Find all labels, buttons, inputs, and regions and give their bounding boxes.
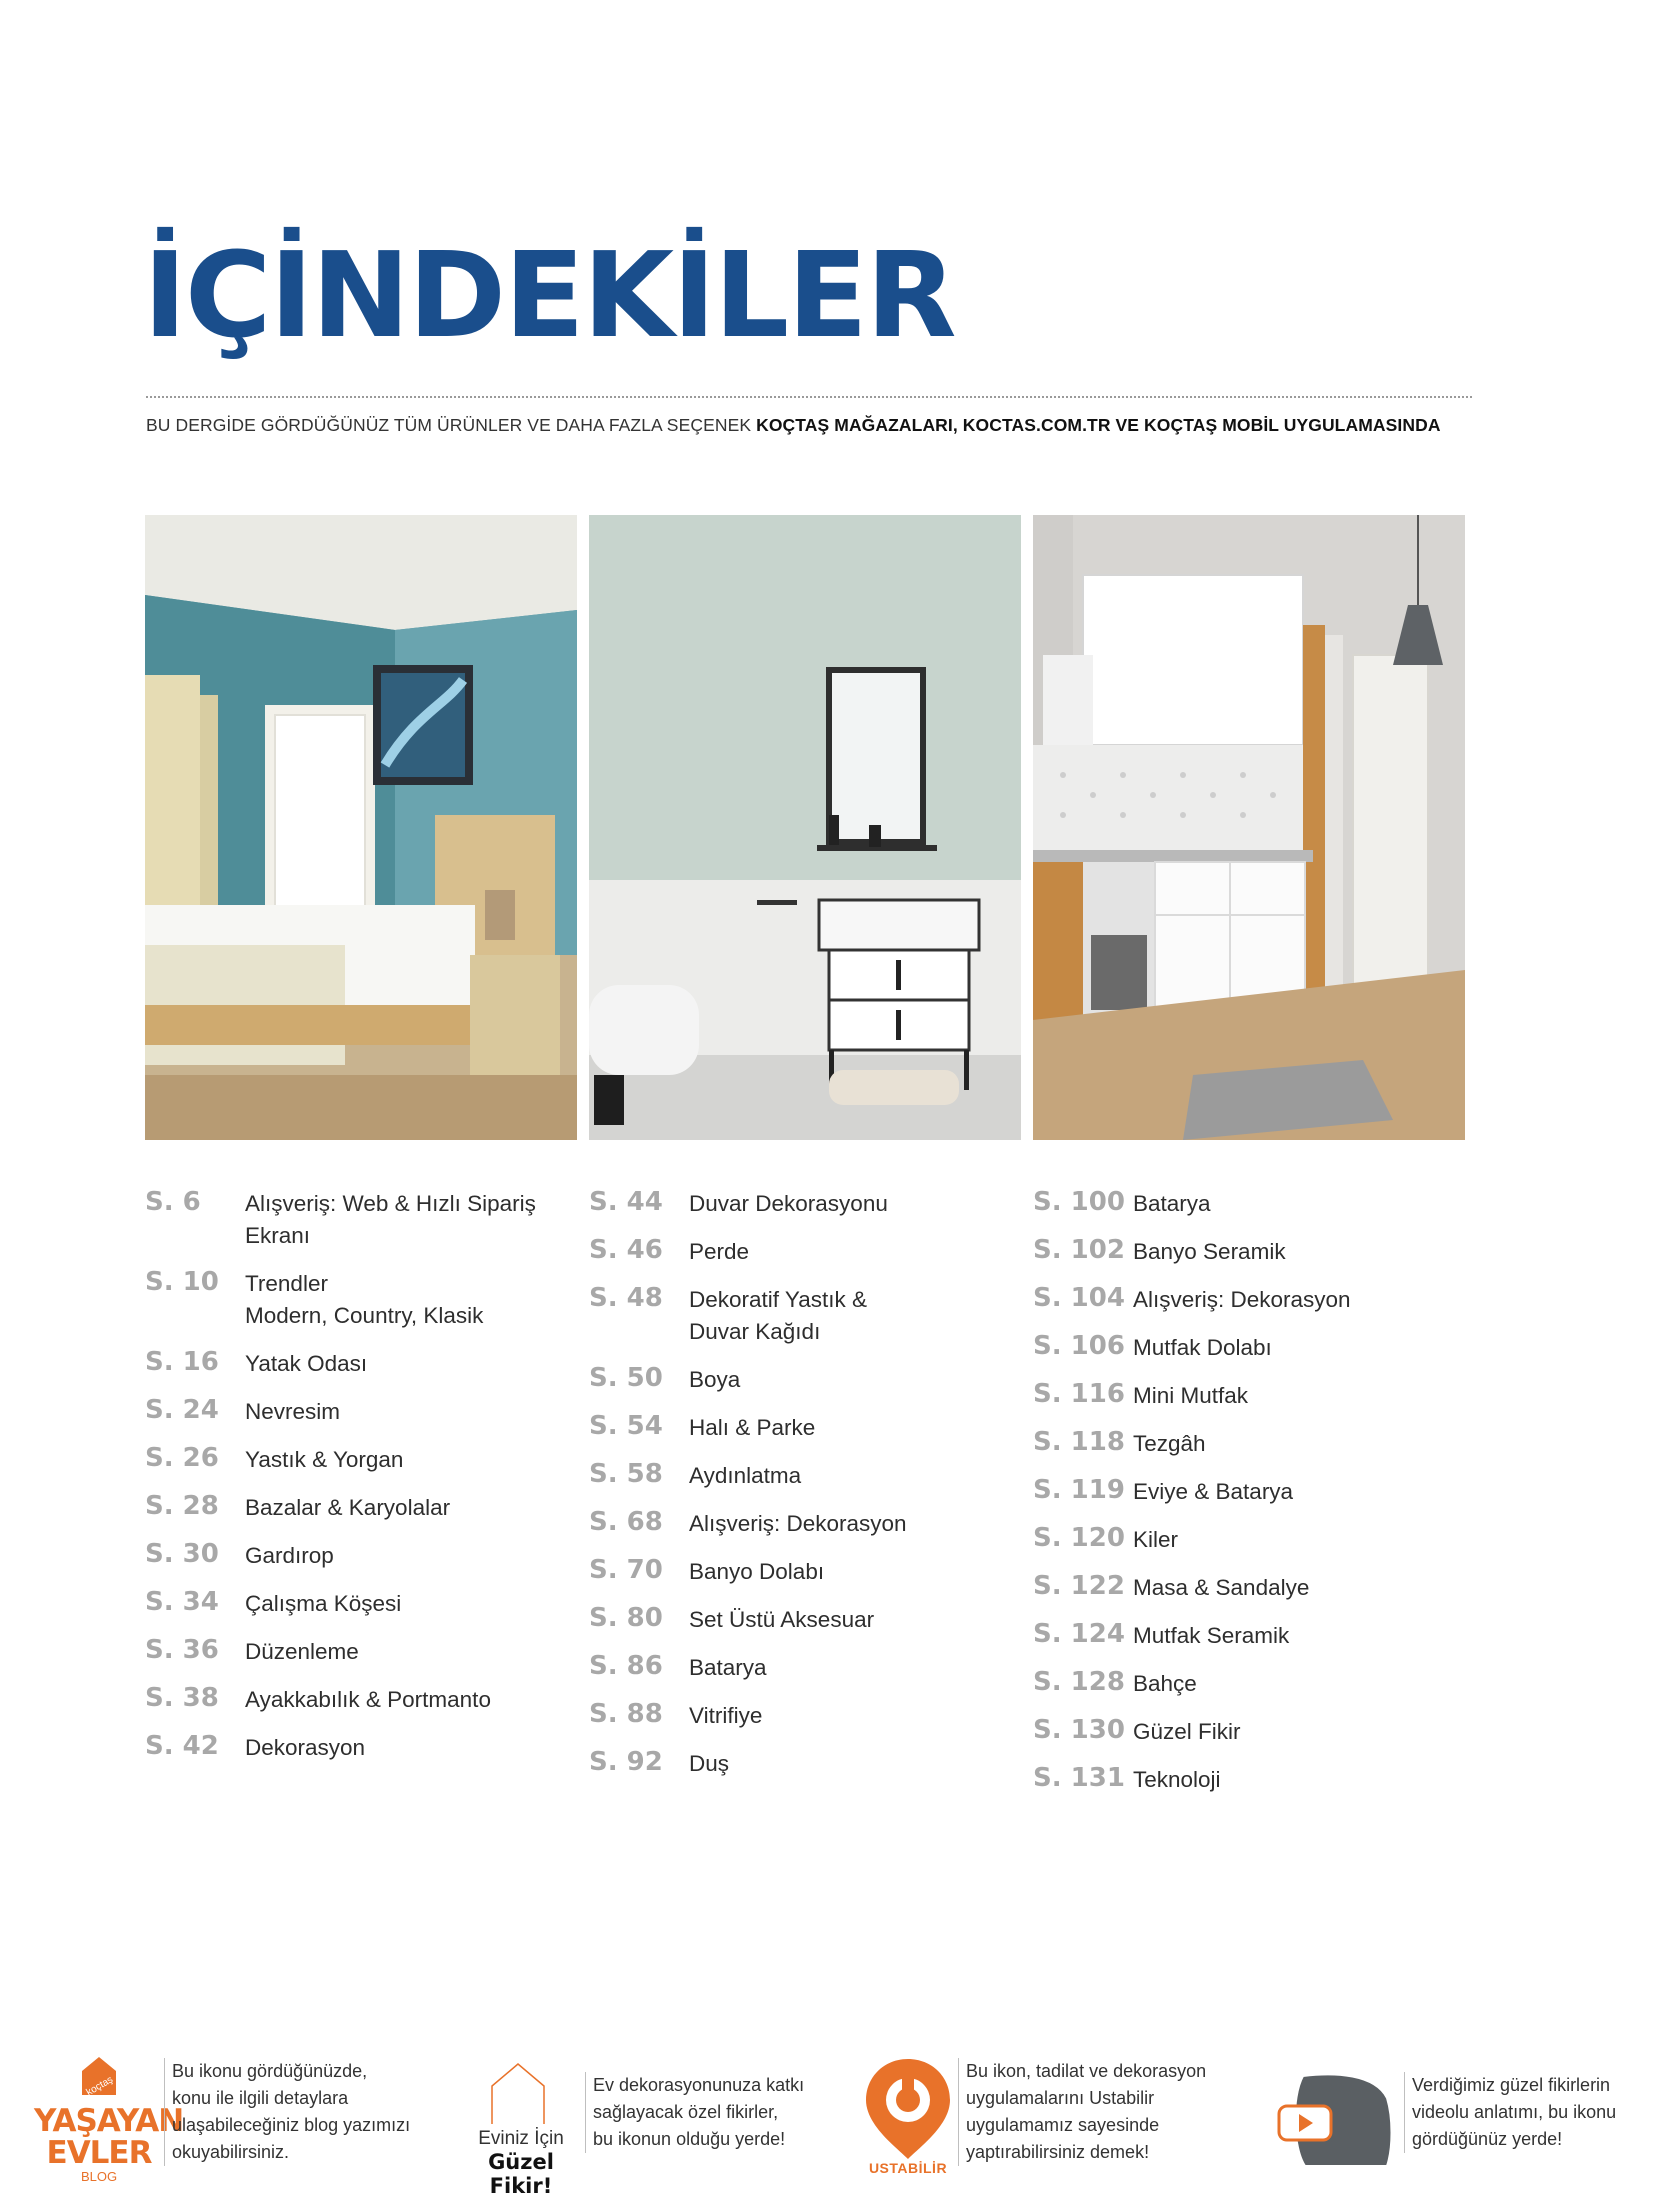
blog-text-line: ulaşabileceğiniz blog yazımızı xyxy=(172,2115,411,2135)
toc-item xyxy=(1033,1234,1463,1268)
toc-section-label xyxy=(1133,1282,1351,1316)
toc-page-number: S. 88 xyxy=(589,1699,663,1729)
toc-page-number: S. 54 xyxy=(589,1411,663,1441)
fikir-icon-bottom: Güzel Fikir! xyxy=(488,2150,554,2198)
toc-page-number: S. 28 xyxy=(145,1491,219,1521)
toc-section-label xyxy=(1133,1522,1178,1556)
toc-section-label-line: Düzenleme xyxy=(245,1639,359,1664)
toc-section-label xyxy=(245,1394,340,1428)
toc-page-number: S. 58 xyxy=(589,1459,663,1489)
toc-page-number: S. 100 xyxy=(1033,1187,1125,1217)
toc-page-number: S. 131 xyxy=(1033,1763,1125,1793)
toc-item xyxy=(1033,1618,1463,1652)
toc-item xyxy=(1033,1186,1463,1220)
toc-page-number: S. 36 xyxy=(145,1635,219,1665)
ustabilir-text-line: yaptırabilirsiniz demek! xyxy=(966,2142,1150,2162)
toc-column-1 xyxy=(145,1186,575,1778)
toc-section-label xyxy=(689,1698,762,1732)
video-text-line: gördüğünüz yerde! xyxy=(1412,2129,1563,2149)
toc-item xyxy=(145,1490,575,1524)
toc-section-label xyxy=(689,1458,801,1492)
toc-section-label xyxy=(689,1506,907,1540)
toc-section-label-line: Alışveriş: Dekorasyon xyxy=(689,1511,907,1536)
toc-page-number: S. 122 xyxy=(1033,1571,1125,1601)
toc-section-label-line: Aydınlatma xyxy=(689,1463,802,1488)
toc-section-label xyxy=(689,1186,888,1220)
toc-section-label-line: Nevresim xyxy=(245,1399,341,1424)
fikir-text-line: sağlayacak özel fikirler, xyxy=(593,2102,779,2122)
toc-item xyxy=(145,1186,575,1252)
toc-section-label xyxy=(1133,1330,1272,1364)
ustabilir-icon xyxy=(858,2055,958,2185)
toc-page-number: S. 30 xyxy=(145,1539,219,1569)
toc-item xyxy=(145,1538,575,1572)
toc-section-label-line: Set Üstü Aksesuar xyxy=(689,1607,875,1632)
toc-section-label-line: Alışveriş: Dekorasyon xyxy=(1133,1287,1351,1312)
ustabilir-text-line: uygulamamız sayesinde xyxy=(966,2115,1160,2135)
toc-item xyxy=(1033,1522,1463,1556)
toc-section-label-line: Halı & Parke xyxy=(689,1415,816,1440)
toc-section-label xyxy=(1133,1186,1211,1220)
toc-section-label-line: Ayakkabılık & Portmanto xyxy=(245,1687,491,1712)
toc-section-label xyxy=(245,1186,545,1252)
toc-section-label xyxy=(245,1730,365,1764)
toc-section-label xyxy=(245,1682,491,1716)
blog-logo-sub: BLOG xyxy=(80,2169,118,2184)
toc-section-label xyxy=(689,1602,874,1636)
toc-item xyxy=(589,1410,1019,1444)
toc-page-number: S. 26 xyxy=(145,1443,219,1473)
toc-section-label-line: Duş xyxy=(689,1751,730,1776)
blog-text-line: okuyabilirsiniz. xyxy=(172,2142,290,2162)
toc-page-number: S. 86 xyxy=(589,1651,663,1681)
ustabilir-text-line: uygulamalarını Ustabilir xyxy=(966,2088,1155,2108)
guzel-fikir-house-icon xyxy=(456,2058,586,2198)
toc-section-label-line: Banyo Seramik xyxy=(1133,1239,1286,1264)
toc-section-label xyxy=(245,1442,403,1476)
toc-section-label-line: Duvar Dekorasyonu xyxy=(689,1191,888,1216)
blog-text-line: konu ile ilgili detaylara xyxy=(172,2088,349,2108)
toc-section-label-line: Vitrifiye xyxy=(689,1703,763,1728)
toc-page-number: S. 46 xyxy=(589,1235,663,1265)
toc-column-2 xyxy=(589,1186,1019,1794)
toc-page-number: S. 44 xyxy=(589,1187,663,1217)
blog-logo-badge: koçtaş xyxy=(84,2074,116,2099)
toc-section-label-line: Kiler xyxy=(1133,1527,1179,1552)
toc-page-number: S. 68 xyxy=(589,1507,663,1537)
toc-section-label xyxy=(245,1586,401,1620)
toc-section-label xyxy=(1133,1618,1289,1652)
toc-column-3 xyxy=(1033,1186,1463,1810)
toc-item xyxy=(1033,1762,1463,1796)
toc-section-label-line: Gardırop xyxy=(245,1543,334,1568)
toc-page-number: S. 124 xyxy=(1033,1619,1125,1649)
toc-item xyxy=(1033,1474,1463,1508)
page-title: İÇİNDEKİLER xyxy=(143,226,955,364)
toc-item xyxy=(589,1458,1019,1492)
subtitle-regular: BU DERGİDE GÖRDÜĞÜNÜZ TÜM ÜRÜNLER VE DAHA FAZLA SEÇENEK xyxy=(146,415,757,435)
toc-item xyxy=(589,1234,1019,1268)
blog-legend-text xyxy=(164,2058,452,2166)
toc-page-number: S. 102 xyxy=(1033,1235,1125,1265)
toc-page-number: S. 130 xyxy=(1033,1715,1125,1745)
toc-item xyxy=(1033,1570,1463,1604)
toc-section-label xyxy=(689,1554,824,1588)
toc-section-label-line: Mutfak Dolabı xyxy=(1133,1335,1272,1360)
toc-section-label xyxy=(689,1282,867,1348)
play-icon xyxy=(1275,2068,1405,2173)
toc-item xyxy=(589,1602,1019,1636)
toc-item xyxy=(1033,1426,1463,1460)
fikir-legend-text xyxy=(585,2072,848,2153)
toc-item xyxy=(145,1442,575,1476)
toc-section-label-line: Yatak Odası xyxy=(245,1351,368,1376)
toc-page-number: S. 48 xyxy=(589,1283,663,1313)
toc-section-label xyxy=(1133,1474,1293,1508)
toc-section-label-line: Mutfak Seramik xyxy=(1133,1623,1290,1648)
toc-item xyxy=(589,1362,1019,1396)
fikir-text-line: bu ikonun olduğu yerde! xyxy=(593,2129,786,2149)
blog-logo-line-2: EVLER xyxy=(46,2135,152,2171)
toc-section-label-line: Perde xyxy=(689,1239,750,1264)
toc-section-label xyxy=(245,1266,483,1332)
bathroom-photo xyxy=(589,515,1021,1140)
toc-item xyxy=(145,1634,575,1668)
blog-text-line: Bu ikonu gördüğünüzde, xyxy=(172,2061,368,2081)
fikir-text-line: Ev dekorasyonunuza katkı xyxy=(593,2075,805,2095)
blog-logo-line-1: YAŞAYAN xyxy=(34,2103,184,2139)
toc-section-label-line: Boya xyxy=(689,1367,741,1392)
ustabilir-label: USTABİLİR xyxy=(868,2160,948,2176)
toc-section-label xyxy=(689,1410,815,1444)
ustabilir-text-line: Bu ikon, tadilat ve dekorasyon xyxy=(966,2061,1207,2081)
yasayan-evler-blog-icon xyxy=(34,2055,184,2185)
toc-section-label-line: Bazalar & Karyolalar xyxy=(245,1495,451,1520)
toc-page-number: S. 118 xyxy=(1033,1427,1125,1457)
toc-page-number: S. 16 xyxy=(145,1347,219,1377)
video-legend-text xyxy=(1404,2072,1652,2153)
toc-section-label-line: Bahçe xyxy=(1133,1671,1197,1696)
toc-page-number: S. 120 xyxy=(1033,1523,1125,1553)
toc-section-label xyxy=(689,1234,749,1268)
toc-item xyxy=(1033,1330,1463,1364)
toc-section-label-line: Güzel Fikir xyxy=(1133,1719,1241,1744)
toc-page-number: S. 119 xyxy=(1033,1475,1125,1505)
toc-page-number: S. 80 xyxy=(589,1603,663,1633)
toc-section-label xyxy=(1133,1762,1221,1796)
dotted-divider xyxy=(146,396,1472,398)
toc-section-label-line: Masa & Sandalye xyxy=(1133,1575,1310,1600)
toc-page-number: S. 116 xyxy=(1033,1379,1125,1409)
toc-item xyxy=(589,1186,1019,1220)
toc-section-label xyxy=(1133,1714,1241,1748)
toc-section-label-line: Çalışma Köşesi xyxy=(245,1591,402,1616)
toc-page-number: S. 6 xyxy=(145,1187,201,1217)
toc-page-number: S. 42 xyxy=(145,1731,219,1761)
toc-section-label xyxy=(689,1650,767,1684)
toc-page-number: S. 128 xyxy=(1033,1667,1125,1697)
toc-page-number: S. 106 xyxy=(1033,1331,1125,1361)
toc-page-number: S. 50 xyxy=(589,1363,663,1393)
toc-section-label xyxy=(245,1538,334,1572)
toc-section-label xyxy=(245,1490,450,1524)
toc-section-label xyxy=(1133,1378,1248,1412)
video-text-line: Verdiğimiz güzel fikirlerin xyxy=(1412,2075,1611,2095)
toc-item xyxy=(145,1266,575,1332)
toc-section-label-line: Batarya xyxy=(1133,1191,1211,1216)
toc-item xyxy=(1033,1714,1463,1748)
toc-section-label xyxy=(689,1362,740,1396)
toc-item xyxy=(589,1746,1019,1780)
fikir-icon-top: Eviniz İçin xyxy=(478,2128,564,2149)
toc-section-label-line: Tezgâh xyxy=(1133,1431,1206,1456)
video-text-line: videolu anlatımı, bu ikonu xyxy=(1412,2102,1617,2122)
toc-section-label xyxy=(245,1346,367,1380)
toc-item xyxy=(145,1730,575,1764)
page-subtitle xyxy=(146,415,1486,436)
toc-item xyxy=(589,1506,1019,1540)
toc-page-number: S. 70 xyxy=(589,1555,663,1585)
toc-section-label-line: Batarya xyxy=(689,1655,767,1680)
toc-section-label-line: Dekoratif Yastık & xyxy=(689,1287,867,1312)
toc-item xyxy=(1033,1282,1463,1316)
toc-section-label-line: Alışveriş: Web & Hızlı Sipariş Ekranı xyxy=(245,1191,536,1248)
toc-section-label xyxy=(1133,1570,1309,1604)
toc-page-number: S. 24 xyxy=(145,1395,219,1425)
kitchen-photo xyxy=(1033,515,1465,1140)
ustabilir-legend-text xyxy=(958,2058,1241,2166)
toc-page-number: S. 34 xyxy=(145,1587,219,1617)
toc-section-label-line: Banyo Dolabı xyxy=(689,1559,825,1584)
toc-item xyxy=(589,1698,1019,1732)
toc-section-label xyxy=(245,1634,359,1668)
toc-item xyxy=(589,1282,1019,1348)
toc-section-label-line: Teknoloji xyxy=(1133,1767,1221,1792)
toc-item xyxy=(145,1682,575,1716)
toc-page-number: S. 92 xyxy=(589,1747,663,1777)
toc-section-label xyxy=(1133,1234,1286,1268)
toc-section-label-line: Duvar Kağıdı xyxy=(689,1319,821,1344)
toc-section-label-line: Yastık & Yorgan xyxy=(245,1447,404,1472)
toc-page-number: S. 104 xyxy=(1033,1283,1125,1313)
toc-section-label-line: Eviye & Batarya xyxy=(1133,1479,1294,1504)
subtitle-bold: KOÇTAŞ MAĞAZALARI, KOCTAS.COM.TR VE KOÇTAŞ MOBİL UYGULAMASINDA xyxy=(756,415,1441,435)
toc-section-label-line: Dekorasyon xyxy=(245,1735,366,1760)
toc-section-label xyxy=(1133,1666,1197,1700)
toc-item xyxy=(145,1346,575,1380)
toc-section-label-line: Mini Mutfak xyxy=(1133,1383,1249,1408)
bedroom-photo xyxy=(145,515,577,1140)
toc-page-number: S. 10 xyxy=(145,1267,219,1297)
toc-item xyxy=(1033,1666,1463,1700)
toc-section-label-line: Modern, Country, Klasik xyxy=(245,1303,484,1328)
toc-item xyxy=(589,1554,1019,1588)
toc-section-label xyxy=(689,1746,729,1780)
toc-section-label xyxy=(1133,1426,1206,1460)
toc-section-label-line: Trendler xyxy=(245,1271,328,1296)
toc-item xyxy=(1033,1378,1463,1412)
toc-item xyxy=(589,1650,1019,1684)
toc-item xyxy=(145,1394,575,1428)
toc-item xyxy=(145,1586,575,1620)
toc-page-number: S. 38 xyxy=(145,1683,219,1713)
